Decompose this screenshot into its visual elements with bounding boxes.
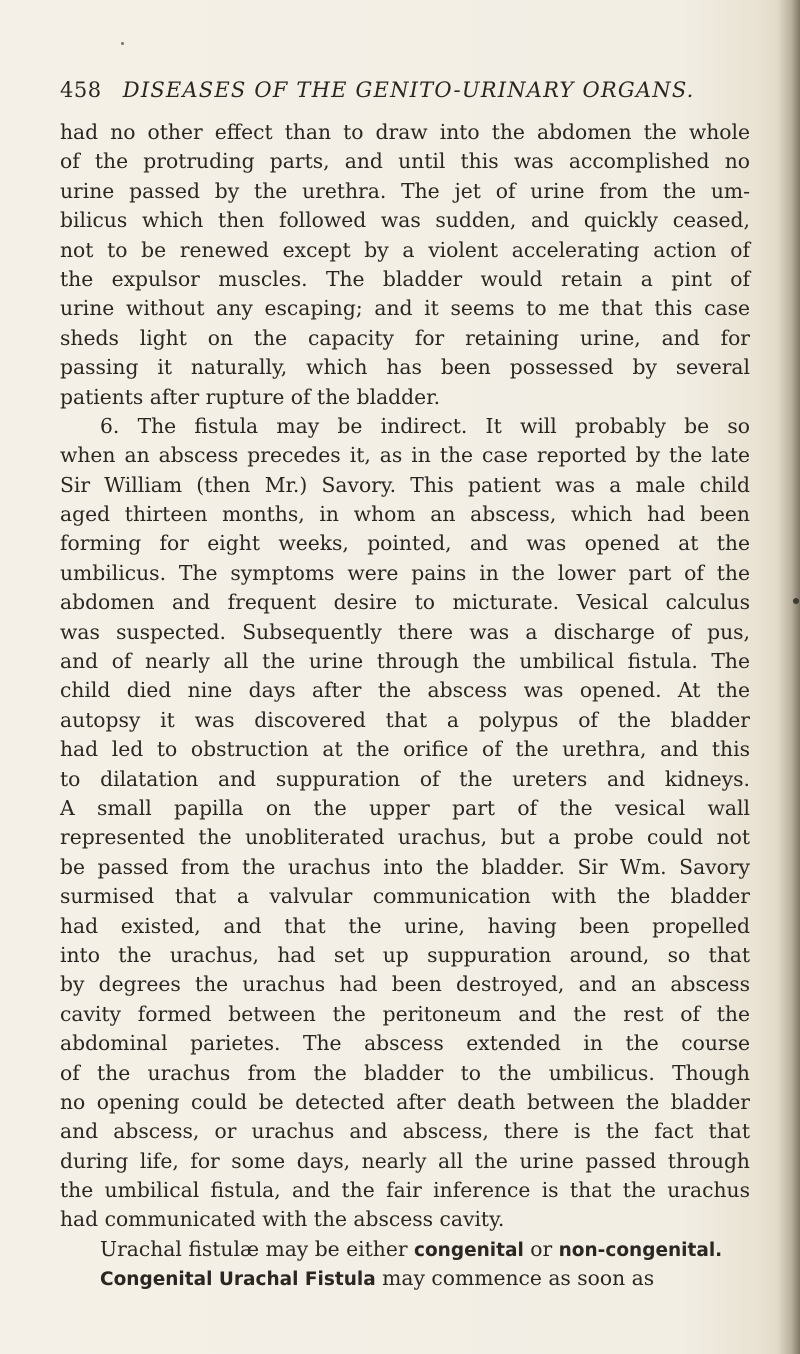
term-congenital: congenital	[413, 1239, 524, 1261]
text-line: of the protruding parts, and until this was accomplished no	[60, 149, 750, 174]
text-line: represented the unobliterated urachus, but a probe could not	[60, 825, 750, 850]
text-line: forming for eight weeks, pointed, and was opened at the	[60, 531, 750, 556]
text-line: the umbilical fistula, and the fair inference is that the urachus	[60, 1178, 750, 1203]
text-line: to dilatation and suppuration of the ureters and kidneys.	[60, 766, 750, 791]
text-line: A small papilla on the upper part of the vesical wall	[60, 795, 750, 820]
text-line: not to be renewed except by a violent accelerating action of	[60, 237, 750, 262]
text-line: autopsy it was discovered that a polypus of the bladder	[60, 707, 750, 732]
text-line: when an abscess precedes it, as in the case reported by the late	[60, 443, 750, 468]
page-edge-shadow	[778, 0, 800, 1354]
section-start-line	[60, 1264, 750, 1293]
text-line: abdomen and frequent desire to micturate. Vesical calculus	[60, 590, 750, 615]
text-line: sheds light on the capacity for retaining urine, and for	[60, 325, 750, 350]
text-line: be passed from the urachus into the bladder. Sir Wm. Savory	[60, 854, 750, 879]
body-text	[60, 118, 750, 1294]
text-line: 6. The fistula may be indirect. It will probably be so	[100, 413, 750, 438]
section-start-text: may commence as soon as	[375, 1266, 655, 1291]
text-line: passing it naturally, which has been possessed by several	[60, 355, 750, 380]
text-line: Sir William (then Mr.) Savory. This patient was a male child	[60, 472, 750, 497]
text-line: and of nearly all the urine through the umbilical fistula. The	[60, 649, 750, 674]
text-line: had existed, and that the urine, having been propelled	[60, 913, 750, 938]
text-line: child died nine days after the abscess was opened. At the	[60, 678, 750, 703]
paper-speck	[121, 42, 124, 45]
section-heading: Congenital Urachal Fistula	[100, 1269, 376, 1291]
text-line: urine passed by the urethra. The jet of urine from the um-	[60, 178, 750, 203]
text-line: aged thirteen months, in whom an abscess, which had been	[60, 502, 750, 527]
text-line: during life, for some days, nearly all the urine passed through	[60, 1148, 750, 1173]
classification-line	[60, 1235, 750, 1264]
text-line: the expulsor muscles. The bladder would retain a pint of	[60, 266, 750, 291]
margin-dot	[793, 598, 799, 604]
text-line: no opening could be detected after death between the bladder	[60, 1089, 750, 1114]
text-line: bilicus which then followed was sudden, and quickly ceased,	[60, 208, 750, 233]
classification-connector: or	[523, 1236, 559, 1261]
text-line: into the urachus, had set up suppuration around, so that	[60, 942, 750, 967]
term-non-congenital: non-congenital.	[558, 1239, 723, 1261]
text-line: abdominal parietes. The abscess extended in the course	[60, 1031, 750, 1056]
running-header	[60, 78, 700, 102]
text-line: cavity formed between the peritoneum and the rest of the	[60, 1001, 750, 1026]
text-line: had no other effect than to draw into the abdomen the whole	[60, 120, 750, 144]
text-line: umbilicus. The symptoms were pains in the lower part of the	[60, 560, 750, 585]
text-line: had communicated with the abscess cavity.	[60, 1207, 505, 1232]
text-line: by degrees the urachus had been destroyed, and an abscess	[60, 972, 750, 997]
page-number: 458	[60, 78, 102, 102]
classification-lead: Urachal fistulæ may be either	[100, 1236, 414, 1261]
text-line: urine without any escaping; and it seems to me that this case	[60, 296, 750, 321]
text-line: of the urachus from the bladder to the umbilicus. Though	[60, 1060, 750, 1085]
running-title: DISEASES OF THE GENITO-URINARY ORGANS.	[122, 78, 695, 102]
text-line: had led to obstruction at the orifice of the urethra, and this	[60, 737, 750, 762]
text-line: was suspected. Subsequently there was a discharge of pus,	[60, 619, 750, 644]
text-line: patients after rupture of the bladder.	[60, 384, 441, 409]
text-line: and abscess, or urachus and abscess, there is the fact that	[60, 1119, 750, 1144]
text-line: surmised that a valvular communication with the bladder	[60, 884, 750, 909]
